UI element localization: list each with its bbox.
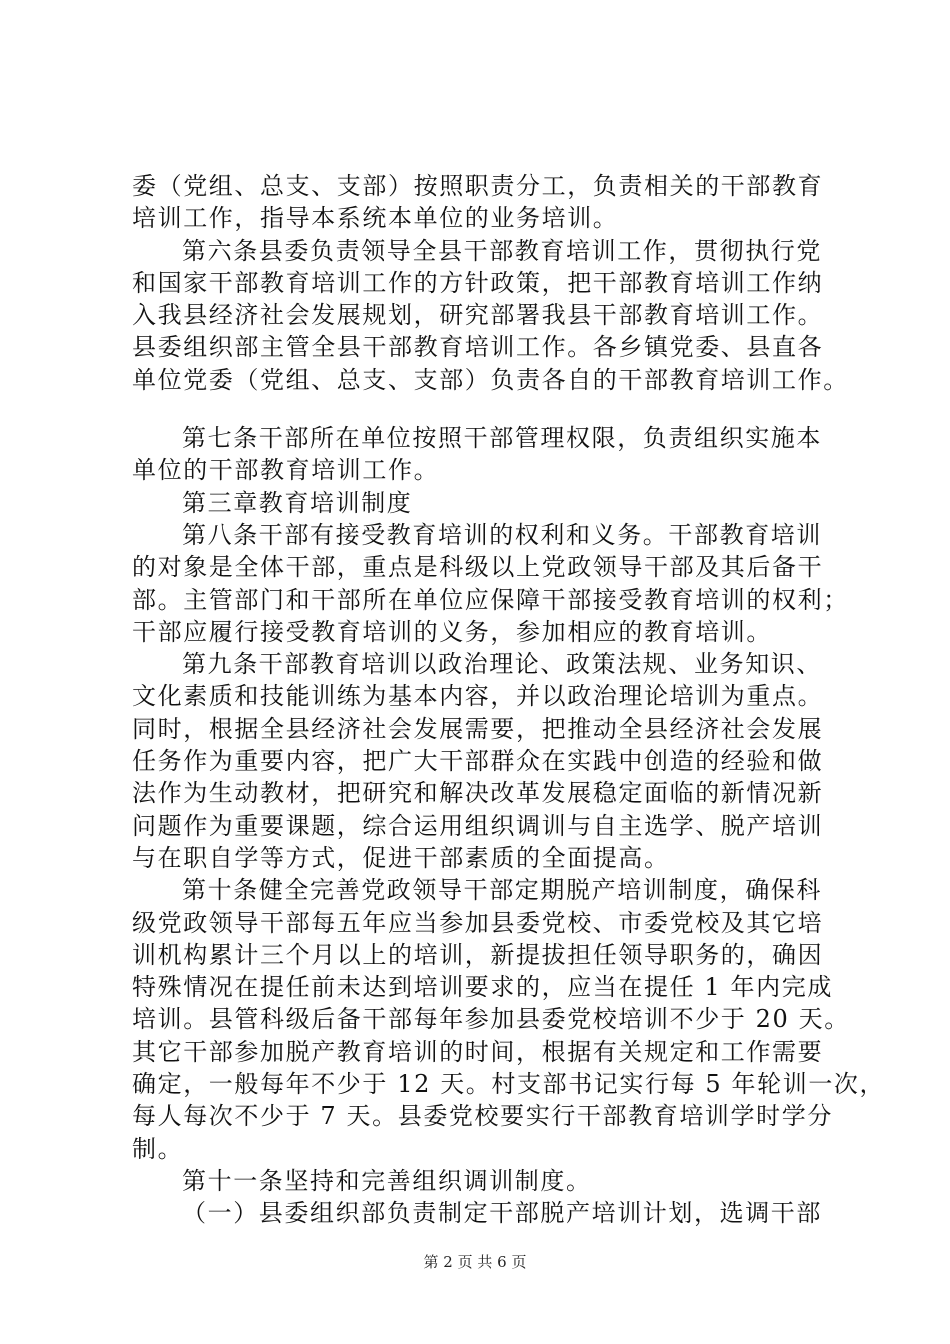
- text-line: 与在职自学等方式，促进干部素质的全面提高。: [132, 843, 670, 872]
- text-line: 干部应履行接受教育培训的义务，参加相应的教育培训。: [132, 617, 772, 646]
- text-line: 的对象是全体干部，重点是科级以上党政领导干部及其后备干: [132, 553, 824, 582]
- text-line: 法作为生动教材，把研究和解决改革发展稳定面临的新情况新: [132, 779, 824, 808]
- text-line: 第七条干部所在单位按照干部管理权限，负责组织实施本: [182, 424, 822, 453]
- text-line: 培训。县管科级后备干部每年参加县委党校培训不少于 20 天。: [132, 1005, 850, 1034]
- text-line: 同时，根据全县经济社会发展需要，把推动全县经济社会发展: [132, 714, 824, 743]
- text-line: 任务作为重要内容，把广大干部群众在实践中创造的经验和做: [132, 747, 824, 776]
- text-line: （一）县委组织部负责制定干部脱产培训计划，选调干部: [182, 1199, 822, 1228]
- text-line: 培训工作，指导本系统本单位的业务培训。: [132, 204, 619, 233]
- text-line: 第六条县委负责领导全县干部教育培训工作，贯彻执行党: [182, 236, 822, 265]
- text-line: 第三章教育培训制度: [182, 488, 413, 517]
- document-body: [132, 170, 886, 1230]
- text-line: 第十一条坚持和完善组织调训制度。: [182, 1166, 592, 1195]
- text-line: 文化素质和技能训练为基本内容，并以政治理论培训为重点。: [132, 682, 824, 711]
- text-line: 入我县经济社会发展规划，研究部署我县干部教育培训工作。: [132, 301, 824, 330]
- text-line: 特殊情况在提任前未达到培训要求的，应当在提任 1 年内完成: [132, 973, 833, 1002]
- text-line: 第九条干部教育培训以政治理论、政策法规、业务知识、: [182, 650, 822, 679]
- text-line: 第十条健全完善党政领导干部定期脱产培训制度，确保科: [182, 876, 822, 905]
- paragraph-gap: [132, 396, 852, 422]
- text-line: 委（党组、总支、支部）按照职责分工，负责相关的干部教育: [132, 172, 824, 200]
- text-line: 确定，一般每年不少于 12 天。村支部书记实行每 5 年轮训一次，: [132, 1070, 886, 1099]
- text-line: 和国家干部教育培训工作的方针政策，把干部教育培训工作纳: [132, 268, 824, 297]
- text-line: 每人每次不少于 7 天。县委党校要实行干部教育培训学时学分: [132, 1102, 833, 1131]
- text-line: 制。: [132, 1134, 184, 1163]
- text-line: 第八条干部有接受教育培训的权利和义务。干部教育培训: [182, 520, 822, 549]
- text-line: 级党政领导干部每五年应当参加县委党校、市委党校及其它培: [132, 908, 824, 937]
- text-line: 部。主管部门和干部所在单位应保障干部接受教育培训的权利；: [132, 585, 849, 614]
- text-line: 问题作为重要课题，综合运用组织调训与自主选学、脱产培训: [132, 811, 824, 840]
- page-footer: 第 2 页 共 6 页: [423, 1253, 527, 1271]
- text-line: 县委组织部主管全县干部教育培训工作。各乡镇党委、县直各: [132, 333, 824, 362]
- text-line: 单位的干部教育培训工作。: [132, 456, 440, 485]
- text-line: 其它干部参加脱产教育培训的时间，根据有关规定和工作需要: [132, 1037, 824, 1066]
- text-line: 单位党委（党组、总支、支部）负责各自的干部教育培训工作。: [132, 365, 849, 394]
- text-line: 训机构累计三个月以上的培训，新提拔担任领导职务的，确因: [132, 940, 824, 969]
